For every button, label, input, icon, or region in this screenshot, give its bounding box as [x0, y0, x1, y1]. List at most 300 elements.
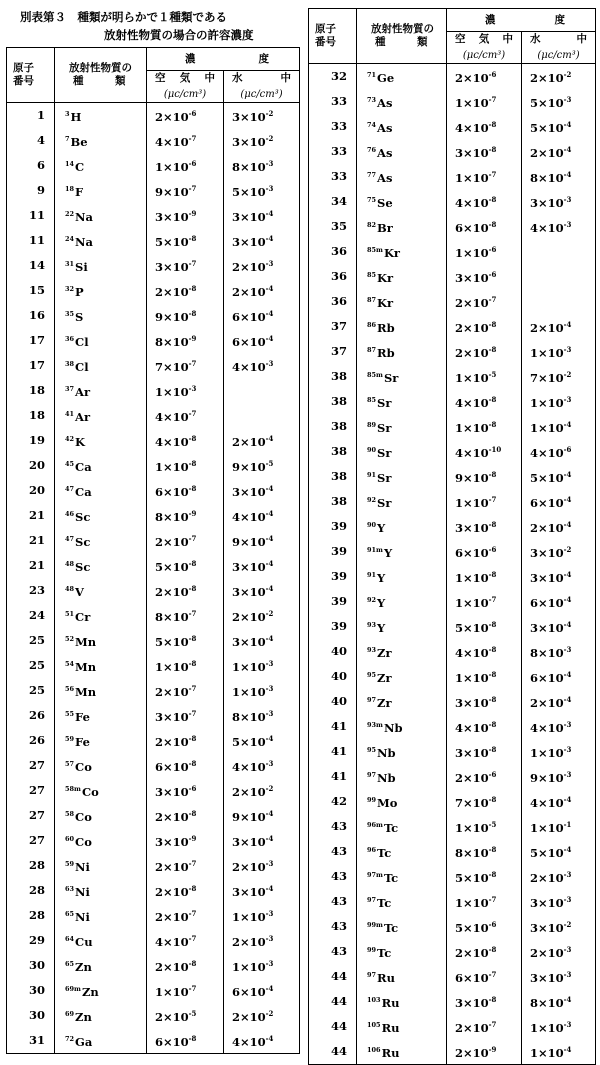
- times-ten: ×10: [240, 110, 266, 124]
- air-concentration: [447, 1039, 522, 1065]
- atomic-number: 44: [309, 1039, 357, 1065]
- mantissa: 9: [455, 471, 464, 485]
- mantissa: 3: [232, 635, 241, 649]
- times-ten: ×10: [463, 846, 489, 860]
- mantissa: 4: [455, 446, 464, 460]
- nuclide: [55, 478, 147, 503]
- times-ten: ×10: [240, 135, 266, 149]
- times-ten: ×10: [163, 160, 189, 174]
- exponent: -8: [188, 634, 197, 643]
- exponent: -6: [488, 545, 497, 554]
- air-concentration: [447, 839, 522, 864]
- times-ten: ×10: [163, 335, 189, 349]
- atomic-number: 39: [309, 539, 357, 564]
- exponent: -8: [188, 659, 197, 668]
- mantissa: 3: [455, 146, 464, 160]
- mantissa: 2: [232, 860, 241, 874]
- times-ten: ×10: [538, 846, 564, 860]
- atomic-number: 4: [7, 128, 55, 153]
- air-concentration: [147, 378, 224, 403]
- element-symbol: Zr: [377, 670, 392, 685]
- times-ten: ×10: [163, 310, 189, 324]
- times-ten: ×10: [163, 660, 189, 674]
- header-concentration: 濃 度: [147, 48, 300, 71]
- exponent: -7: [488, 495, 497, 504]
- exponent: -4: [563, 320, 572, 329]
- nuclide: [55, 353, 147, 378]
- air-concentration: [147, 578, 224, 603]
- exponent: -3: [563, 1020, 572, 1029]
- atomic-number: 27: [7, 778, 55, 803]
- nuclide: [55, 978, 147, 1003]
- exponent: -4: [563, 120, 572, 129]
- atomic-number: 44: [309, 964, 357, 989]
- times-ten: ×10: [240, 660, 266, 674]
- exponent: -6: [488, 70, 497, 79]
- table-row: [309, 414, 596, 439]
- exponent: -2: [265, 109, 274, 118]
- atomic-number: 41: [309, 714, 357, 739]
- times-ten: ×10: [163, 235, 189, 249]
- exponent: -5: [488, 820, 497, 829]
- element-symbol: Co: [81, 784, 99, 799]
- water-concentration: [224, 978, 300, 1003]
- element-symbol: Zn: [75, 959, 92, 974]
- mantissa: 5: [155, 560, 164, 574]
- mass-number: 97: [367, 895, 377, 904]
- atomic-number: 37: [309, 314, 357, 339]
- times-ten: ×10: [538, 596, 564, 610]
- element-symbol: Ge: [377, 70, 395, 85]
- mantissa: 4: [155, 410, 164, 424]
- mass-number: 72: [65, 1034, 75, 1043]
- times-ten: ×10: [163, 435, 189, 449]
- air-concentration: [147, 528, 224, 553]
- table-row: [309, 289, 596, 314]
- atomic-number: 39: [309, 589, 357, 614]
- times-ten: ×10: [240, 735, 266, 749]
- mantissa: 6: [155, 1035, 164, 1049]
- nuclide: [55, 203, 147, 228]
- mantissa: 1: [455, 371, 464, 385]
- mantissa: 9: [155, 310, 164, 324]
- water-concentration: [522, 714, 596, 739]
- header-substance-type: 放射性物質の 種 類: [357, 9, 447, 64]
- air-concentration: [447, 389, 522, 414]
- table-row: [309, 739, 596, 764]
- nuclide: [55, 453, 147, 478]
- times-ten: ×10: [463, 996, 489, 1010]
- table-row: [7, 353, 300, 378]
- atomic-number: 30: [7, 953, 55, 978]
- table-row: [7, 978, 300, 1003]
- atomic-number: 28: [7, 853, 55, 878]
- mantissa: 2: [155, 810, 164, 824]
- mass-number: 63: [65, 884, 75, 893]
- table-row: [309, 464, 596, 489]
- nuclide: [55, 103, 147, 129]
- mantissa: 3: [232, 585, 241, 599]
- header-water-unit: (μc/cm³): [522, 48, 596, 64]
- water-concentration: [522, 564, 596, 589]
- element-symbol: Ni: [75, 859, 90, 874]
- air-concentration: [447, 614, 522, 639]
- mantissa: 2: [232, 260, 241, 274]
- nuclide: [55, 428, 147, 453]
- table-row: [7, 878, 300, 903]
- element-symbol: Tc: [377, 945, 392, 960]
- mass-number: 73: [367, 95, 377, 104]
- times-ten: ×10: [538, 696, 564, 710]
- exponent: -3: [265, 759, 274, 768]
- nuclide: [55, 953, 147, 978]
- mantissa: 5: [530, 96, 539, 110]
- times-ten: ×10: [163, 460, 189, 474]
- element-symbol: Nb: [377, 770, 396, 785]
- atomic-number: 17: [7, 328, 55, 353]
- mantissa: 9: [232, 460, 241, 474]
- exponent: -7: [188, 909, 197, 918]
- nuclide: [357, 364, 447, 389]
- air-concentration: [147, 203, 224, 228]
- mantissa: 2: [155, 960, 164, 974]
- mantissa: 9: [232, 810, 241, 824]
- air-concentration: [147, 753, 224, 778]
- mantissa: 2: [455, 296, 464, 310]
- air-concentration: [147, 153, 224, 178]
- exponent: -8: [488, 745, 497, 754]
- nuclide: [357, 914, 447, 939]
- element-symbol: Y: [383, 545, 393, 560]
- element-symbol: Ru: [381, 1020, 400, 1035]
- exponent: -4: [265, 984, 274, 993]
- element-symbol: Zr: [377, 695, 392, 710]
- water-concentration: [522, 1014, 596, 1039]
- atomic-number: 41: [309, 764, 357, 789]
- mass-number: 91m: [367, 545, 383, 554]
- mantissa: 3: [455, 746, 464, 760]
- times-ten: ×10: [463, 546, 489, 560]
- table-row: [309, 489, 596, 514]
- times-ten: ×10: [538, 1021, 564, 1035]
- exponent: -8: [488, 845, 497, 854]
- element-symbol: Br: [377, 220, 393, 235]
- times-ten: ×10: [163, 510, 189, 524]
- mass-number: 96m: [367, 820, 383, 829]
- water-concentration: [224, 228, 300, 253]
- times-ten: ×10: [538, 546, 564, 560]
- air-concentration: [147, 978, 224, 1003]
- times-ten: ×10: [463, 896, 489, 910]
- mass-number: 87: [367, 345, 377, 354]
- table-row: [7, 728, 300, 753]
- table-row: [309, 789, 596, 814]
- mantissa: 2: [530, 946, 539, 960]
- mantissa: 1: [530, 421, 539, 435]
- table-row: [309, 639, 596, 664]
- air-concentration: [147, 878, 224, 903]
- times-ten: ×10: [463, 221, 489, 235]
- table-row: [7, 953, 300, 978]
- water-concentration: [522, 489, 596, 514]
- nuclide: [357, 189, 447, 214]
- atomic-number: 11: [7, 203, 55, 228]
- times-ten: ×10: [163, 210, 189, 224]
- nuclide: [55, 803, 147, 828]
- mantissa: 2: [530, 521, 539, 535]
- mass-number: 47: [65, 484, 75, 493]
- nuclide: [357, 214, 447, 239]
- exponent: -6: [488, 245, 497, 254]
- mantissa: 1: [455, 671, 464, 685]
- nuclide: [55, 1003, 147, 1028]
- table-row: [7, 178, 300, 203]
- mantissa: 2: [232, 435, 241, 449]
- air-concentration: [447, 314, 522, 339]
- water-concentration: [224, 128, 300, 153]
- exponent: -8: [188, 309, 197, 318]
- air-concentration: [447, 714, 522, 739]
- mantissa: 6: [455, 546, 464, 560]
- water-concentration: [522, 89, 596, 114]
- times-ten: ×10: [463, 771, 489, 785]
- water-concentration: [522, 664, 596, 689]
- exponent: -4: [265, 434, 274, 443]
- mantissa: 3: [530, 546, 539, 560]
- exponent: -8: [488, 420, 497, 429]
- element-symbol: Zn: [75, 1009, 92, 1024]
- table-row: [309, 514, 596, 539]
- mantissa: 6: [155, 760, 164, 774]
- mantissa: 4: [455, 396, 464, 410]
- header-air-unit: (μc/cm³): [147, 87, 224, 103]
- nuclide: [55, 628, 147, 653]
- atomic-number: 26: [7, 703, 55, 728]
- times-ten: ×10: [240, 460, 266, 474]
- mass-number: 3: [65, 109, 70, 118]
- mass-number: 59: [65, 859, 75, 868]
- times-ten: ×10: [538, 446, 564, 460]
- table-row: [309, 939, 596, 964]
- exponent: -7: [488, 95, 497, 104]
- atomic-number: 33: [309, 139, 357, 164]
- table-row: [309, 364, 596, 389]
- air-concentration: [147, 603, 224, 628]
- times-ten: ×10: [463, 296, 489, 310]
- times-ten: ×10: [163, 785, 189, 799]
- mantissa: 1: [455, 496, 464, 510]
- air-concentration: [147, 328, 224, 353]
- element-symbol: Sc: [75, 534, 91, 549]
- atomic-number: 42: [309, 789, 357, 814]
- mantissa: 2: [455, 71, 464, 85]
- exponent: -9: [488, 1045, 497, 1054]
- mantissa: 5: [232, 735, 241, 749]
- mantissa: 3: [155, 260, 164, 274]
- mantissa: 1: [455, 596, 464, 610]
- exponent: -4: [265, 234, 274, 243]
- air-concentration: [147, 553, 224, 578]
- mantissa: 2: [155, 685, 164, 699]
- element-symbol: Co: [75, 834, 92, 849]
- table-row: [309, 989, 596, 1014]
- water-concentration: [224, 178, 300, 203]
- atomic-number: 34: [309, 189, 357, 214]
- atomic-number: 38: [309, 414, 357, 439]
- exponent: -10: [488, 445, 502, 454]
- mantissa: 2: [155, 910, 164, 924]
- atomic-number: 33: [309, 164, 357, 189]
- atomic-number: 28: [7, 878, 55, 903]
- atomic-number: 39: [309, 564, 357, 589]
- exponent: -4: [265, 534, 274, 543]
- element-symbol: As: [377, 145, 393, 160]
- header-air: 空 気 中: [147, 71, 224, 87]
- atomic-number: 23: [7, 578, 55, 603]
- nuclide: [357, 989, 447, 1014]
- water-concentration: [522, 964, 596, 989]
- times-ten: ×10: [463, 696, 489, 710]
- air-concentration: [147, 1003, 224, 1028]
- times-ten: ×10: [463, 821, 489, 835]
- air-concentration: [447, 339, 522, 364]
- exponent: -4: [265, 284, 274, 293]
- exponent: -7: [488, 295, 497, 304]
- element-symbol: Cu: [75, 934, 93, 949]
- nuclide: [55, 703, 147, 728]
- element-symbol: Sr: [377, 420, 392, 435]
- mantissa: 2: [530, 146, 539, 160]
- water-concentration: [522, 1039, 596, 1065]
- exponent: -7: [188, 859, 197, 868]
- times-ten: ×10: [463, 171, 489, 185]
- table-row: [7, 428, 300, 453]
- table-row: [7, 503, 300, 528]
- header-water-unit: (μc/cm³): [224, 87, 300, 103]
- times-ten: ×10: [163, 735, 189, 749]
- exponent: -4: [563, 420, 572, 429]
- atomic-number: 21: [7, 528, 55, 553]
- air-concentration: [447, 514, 522, 539]
- times-ten: ×10: [538, 1046, 564, 1060]
- table-row: [309, 89, 596, 114]
- air-concentration: [447, 239, 522, 264]
- exponent: -8: [488, 520, 497, 529]
- header-air-unit: (μc/cm³): [447, 48, 522, 64]
- air-concentration: [147, 953, 224, 978]
- mantissa: 1: [455, 571, 464, 585]
- times-ten: ×10: [538, 171, 564, 185]
- table-row: [7, 703, 300, 728]
- mantissa: 5: [155, 235, 164, 249]
- nuclide: [357, 314, 447, 339]
- nuclide: [55, 928, 147, 953]
- mass-number: 86: [367, 320, 377, 329]
- table-row: [309, 189, 596, 214]
- mantissa: 4: [155, 435, 164, 449]
- table-row: [309, 689, 596, 714]
- atomic-number: 24: [7, 603, 55, 628]
- water-concentration: [522, 239, 596, 264]
- element-symbol: Tc: [383, 920, 399, 935]
- mass-number: 71: [367, 70, 377, 79]
- element-symbol: Sr: [377, 495, 392, 510]
- exponent: -8: [488, 695, 497, 704]
- water-concentration: [522, 889, 596, 914]
- element-symbol: As: [377, 170, 393, 185]
- times-ten: ×10: [240, 335, 266, 349]
- water-concentration: [224, 478, 300, 503]
- mantissa: 2: [155, 735, 164, 749]
- table-row: [309, 164, 596, 189]
- exponent: -4: [265, 884, 274, 893]
- exponent: -8: [488, 220, 497, 229]
- times-ten: ×10: [163, 185, 189, 199]
- mantissa: 1: [455, 896, 464, 910]
- exponent: -6: [188, 159, 197, 168]
- exponent: -2: [563, 920, 572, 929]
- mass-number: 89: [367, 420, 377, 429]
- nuclide: [55, 278, 147, 303]
- air-concentration: [447, 939, 522, 964]
- times-ten: ×10: [240, 185, 266, 199]
- exponent: -4: [563, 845, 572, 854]
- times-ten: ×10: [240, 585, 266, 599]
- exponent: -8: [488, 145, 497, 154]
- air-concentration: [147, 628, 224, 653]
- exponent: -7: [188, 709, 197, 718]
- nuclide: [357, 864, 447, 889]
- times-ten: ×10: [240, 510, 266, 524]
- exponent: -8: [488, 620, 497, 629]
- atomic-number: 27: [7, 803, 55, 828]
- times-ten: ×10: [538, 371, 564, 385]
- air-concentration: [447, 689, 522, 714]
- times-ten: ×10: [240, 360, 266, 374]
- mass-number: 75: [367, 195, 377, 204]
- document-title: [20, 8, 254, 44]
- exponent: -3: [265, 934, 274, 943]
- mass-number: 90: [367, 520, 377, 529]
- element-symbol: Cl: [75, 334, 89, 349]
- exponent: -2: [265, 1009, 274, 1018]
- mass-number: 97: [367, 970, 377, 979]
- mantissa: 9: [232, 535, 241, 549]
- nuclide: [55, 178, 147, 203]
- exponent: -8: [488, 345, 497, 354]
- exponent: -4: [563, 570, 572, 579]
- exponent: -8: [188, 959, 197, 968]
- mantissa: 5: [530, 121, 539, 135]
- times-ten: ×10: [463, 446, 489, 460]
- times-ten: ×10: [463, 396, 489, 410]
- nuclide: [357, 939, 447, 964]
- times-ten: ×10: [163, 560, 189, 574]
- mass-number: 48: [65, 559, 75, 568]
- element-symbol: Y: [377, 595, 386, 610]
- element-symbol: Ar: [75, 409, 91, 424]
- water-concentration: [224, 803, 300, 828]
- nuclide: [55, 228, 147, 253]
- mantissa: 3: [455, 996, 464, 1010]
- exponent: -3: [188, 384, 197, 393]
- mantissa: 6: [455, 221, 464, 235]
- atomic-number: 6: [7, 153, 55, 178]
- table-row: [7, 828, 300, 853]
- nuclide: [357, 614, 447, 639]
- element-symbol: Ru: [377, 970, 395, 985]
- nuclide: [55, 778, 147, 803]
